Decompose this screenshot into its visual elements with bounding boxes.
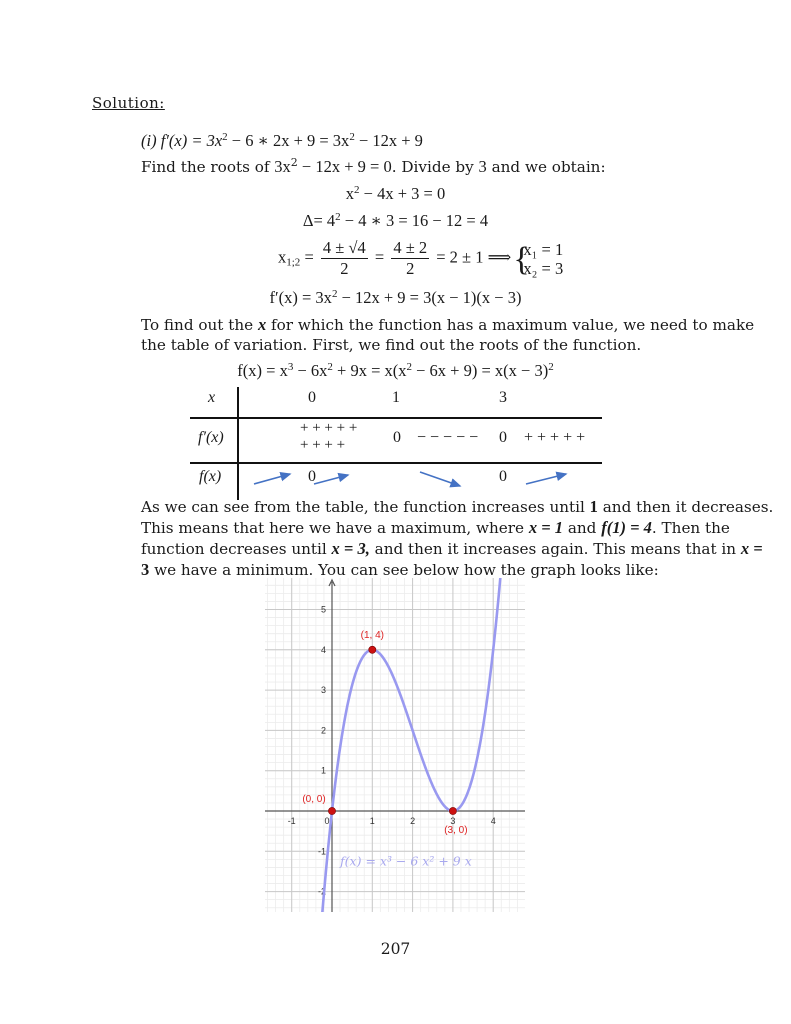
root-2: x₂ = 3 <box>523 258 564 278</box>
x-tick-label: 1 <box>369 816 375 826</box>
math: 1 <box>589 497 598 516</box>
math: x = 1 <box>528 518 564 537</box>
math: − 4x + 3 = 0 <box>359 184 446 203</box>
arrow-up-icon <box>526 474 566 484</box>
subscript: 1;2 <box>286 256 301 269</box>
paragraph-1-line-2: the table of variation. First, we find out the roots of the function. <box>141 336 642 354</box>
y-tick-label: 1 <box>320 765 326 776</box>
x-tick-label: 0 <box>324 816 330 826</box>
math: − 12x + 9 = 3(x − 1)(x − 3) <box>337 288 522 307</box>
function-graph <box>265 578 525 912</box>
x-value: 0 <box>308 389 316 406</box>
text: function decreases until <box>141 540 332 558</box>
text: This means that here we have a maximum, where <box>141 519 529 537</box>
graph-canvas <box>265 578 525 912</box>
variation-arrows <box>240 464 602 500</box>
exp: 2 <box>406 361 412 373</box>
derivative-rhs: − 12x + 9 <box>354 131 423 150</box>
math: = 2 ± 1 ⟹ <box>436 247 512 267</box>
exp: 2 <box>327 361 333 373</box>
row-label-x: x <box>208 389 216 406</box>
text: As we can see from the table, the function increases until <box>141 498 590 516</box>
exp: 2 <box>548 361 554 373</box>
y-tick-label: 5 <box>320 604 326 615</box>
denominator: 2 <box>406 259 415 278</box>
critical-point <box>328 807 335 814</box>
math: − 12x + 9 = 0 <box>297 157 392 176</box>
exp: 2 <box>354 184 360 196</box>
math: + 9x = x(x <box>332 361 407 380</box>
text: Find the roots of <box>141 158 275 176</box>
math: = <box>304 247 314 267</box>
math: x = 3, <box>331 539 370 558</box>
math: f(x) = x <box>237 361 288 380</box>
math: 3 <box>141 560 150 579</box>
critical-point <box>369 646 376 653</box>
roots-sentence <box>141 157 606 177</box>
y-tick-label: -2 <box>317 886 326 897</box>
math: f′(x) = 3x <box>269 288 332 307</box>
exp: 2 <box>290 156 298 169</box>
text: and then it increases again. This means that in <box>369 540 741 558</box>
paragraph-2-line-2 <box>141 518 730 538</box>
arrow-up-icon <box>314 475 348 484</box>
math: 3x <box>274 157 291 176</box>
critical-point <box>449 807 456 814</box>
y-tick-label: 4 <box>320 644 326 655</box>
numerator: 4 ± √4 <box>322 238 366 257</box>
root-1: x₁ = 1 <box>523 239 564 259</box>
math: − 6x <box>293 361 328 380</box>
f-value: 0 <box>308 468 316 485</box>
fraction-2 <box>391 238 429 279</box>
text: . Divide by <box>391 158 479 176</box>
math: Δ= 4 <box>302 211 336 230</box>
text: and <box>563 519 602 537</box>
x-value: 3 <box>499 389 507 406</box>
y-tick-label: 3 <box>320 685 326 696</box>
arrow-down-icon <box>420 472 460 486</box>
roots-formula <box>278 238 563 279</box>
fprime-sign-plus: + + + + + <box>300 420 358 436</box>
roots-system <box>515 240 563 278</box>
denominator: 2 <box>340 259 349 278</box>
text: . Then the <box>651 519 730 537</box>
paragraph-1-line-1 <box>141 315 754 335</box>
point-label: (1, 4) <box>360 629 384 641</box>
y-tick-label: 2 <box>320 725 326 736</box>
table-vertical-rule <box>237 387 239 500</box>
derivative-equation <box>141 131 423 151</box>
exp: 2 <box>349 131 355 143</box>
x-tick-label: 4 <box>490 816 496 826</box>
paragraph-2-line-4 <box>141 560 659 580</box>
table-row-rule <box>190 417 602 419</box>
math: 3 <box>478 157 487 176</box>
math: − 4 ∗ 3 = 16 − 12 = 4 <box>340 211 489 230</box>
math: − 6x + 9) = x(x − 3) <box>412 361 549 380</box>
solution-heading: Solution: <box>92 94 165 112</box>
fprime-sign-minus: − − − − − <box>417 429 479 446</box>
fprime-zero: 0 <box>393 429 401 446</box>
exp: 3 <box>287 361 294 373</box>
math: f(1) = 4 <box>601 518 652 537</box>
discriminant-equation <box>0 211 791 231</box>
fprime-zero: 0 <box>499 429 507 446</box>
quadratic-equation <box>0 184 791 204</box>
row-label-f: f(x) <box>199 468 222 485</box>
function-label: f(x) = x³ − 6 x² + 9 x <box>340 853 472 869</box>
fraction-1 <box>321 238 368 279</box>
derivative-lhs: f′(x) = 3x <box>160 131 223 150</box>
exp: 2 <box>331 288 338 300</box>
text: To find out the <box>141 316 258 334</box>
left-brace-icon: { <box>513 240 530 278</box>
row-label-fprime: f′(x) <box>198 429 224 446</box>
x-tick-label: -1 <box>287 816 296 826</box>
function-definition <box>0 361 791 381</box>
x-tick-label: 2 <box>410 816 416 826</box>
math: x = <box>740 539 763 558</box>
math: x <box>278 247 287 267</box>
arrow-up-icon <box>254 474 290 484</box>
part-label: (i) <box>141 131 157 150</box>
text: and then it decreases. <box>597 498 774 516</box>
math: = <box>374 247 385 267</box>
paragraph-2-line-3 <box>141 539 763 559</box>
exp: 2 <box>222 131 228 143</box>
fprime-sign-plus: + + + + + <box>524 429 586 446</box>
exp: 2 <box>335 211 341 223</box>
fprime-sign-plus: + + + + <box>300 437 346 453</box>
text: for which the function has a maximum value, we need to make <box>266 316 755 334</box>
x-value: 1 <box>392 389 400 406</box>
x-tick-label: 3 <box>450 816 456 826</box>
text: we have a minimum. You can see below how the graph looks like: <box>149 561 659 579</box>
numerator: 4 ± 2 <box>393 238 428 257</box>
page-number: 207 <box>380 940 411 958</box>
text: and we obtain: <box>486 158 606 176</box>
derivative-mid: − 6 ∗ 2x + 9 = 3x <box>227 131 350 150</box>
point-label: (0, 0) <box>302 794 326 805</box>
math: x <box>345 184 355 203</box>
point-label: (3, 0) <box>444 825 468 836</box>
paragraph-2-line-1 <box>141 497 773 517</box>
y-tick-label: -1 <box>317 846 326 857</box>
f-value: 0 <box>499 468 507 485</box>
math: x <box>257 315 267 334</box>
factored-derivative <box>0 288 791 308</box>
